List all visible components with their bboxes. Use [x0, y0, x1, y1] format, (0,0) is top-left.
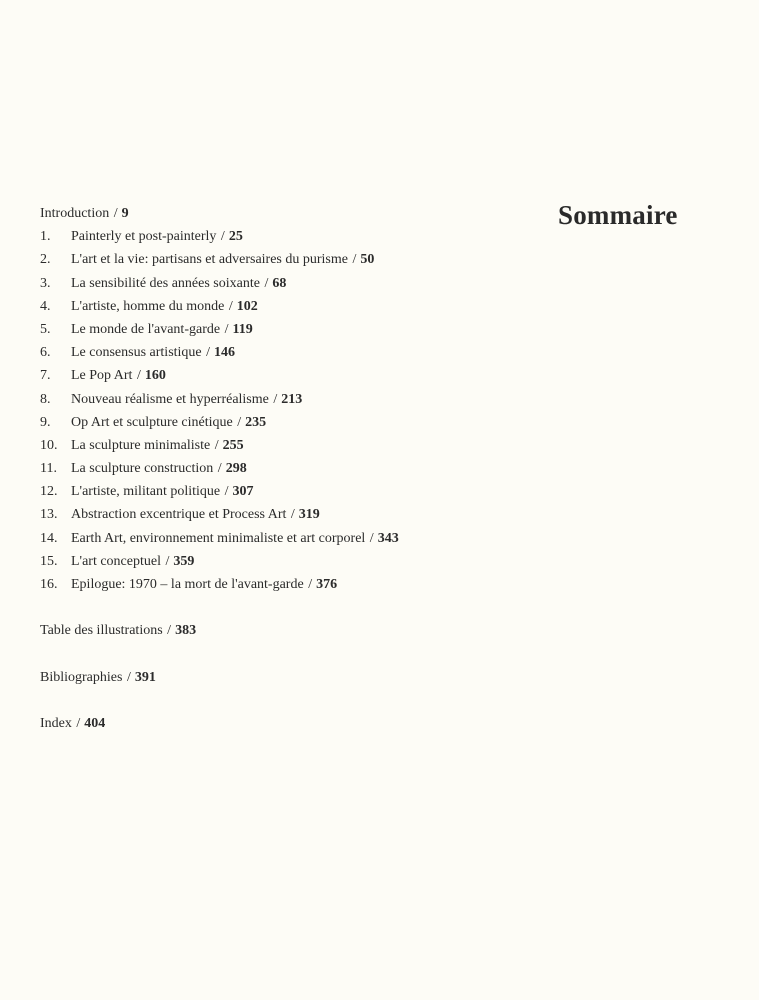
toc-entry-separator: / — [167, 623, 172, 639]
toc-entry-label: La sensibilité des années soixante — [71, 275, 260, 291]
toc-entry-chapter[interactable] — [40, 527, 730, 550]
toc-entry-chapter[interactable] — [40, 411, 730, 434]
toc-entry-separator: / — [290, 507, 295, 523]
toc-entry-page: 343 — [377, 530, 399, 546]
toc-entry-back-matter[interactable] — [40, 619, 730, 642]
toc-entry-label: La sculpture minimaliste — [71, 437, 211, 453]
toc-entry-separator: / — [217, 461, 222, 477]
toc-entry-page: 255 — [222, 437, 244, 453]
toc-entry-chapter[interactable] — [40, 573, 730, 596]
toc-entry-chapter[interactable] — [40, 341, 730, 364]
toc-entry-label: Abstraction excentrique et Process Art — [71, 507, 287, 523]
toc-entry-separator: / — [126, 669, 131, 685]
toc-entry-separator: / — [206, 345, 211, 361]
toc-entry-separator: / — [237, 414, 242, 430]
toc-entry-page: 404 — [84, 716, 106, 732]
toc-entry-number: 5. — [40, 321, 51, 337]
toc-entry-label: L'art et la vie: partisans et adversaires du purisme — [71, 252, 348, 268]
toc-entry-chapter[interactable] — [40, 550, 730, 573]
toc-entry-label: L'art conceptuel — [71, 553, 161, 569]
toc-entry-page: 102 — [236, 298, 258, 314]
toc-entry-page: 160 — [144, 368, 166, 384]
toc-entry-chapter[interactable] — [40, 295, 730, 318]
toc-entry-back-matter[interactable] — [40, 712, 730, 735]
toc-entry-page: 213 — [281, 391, 303, 407]
toc-entry-label: Bibliographies — [40, 669, 123, 685]
toc-entry-label: Introduction — [40, 206, 110, 221]
toc-entry-number: 4. — [40, 298, 51, 314]
toc-entry-label: Index — [40, 716, 72, 732]
toc-entry-number: 2. — [40, 252, 51, 268]
toc-entry-page: 383 — [175, 623, 197, 639]
toc-entry-chapter[interactable] — [40, 503, 730, 526]
toc-entry-page: 359 — [173, 553, 195, 569]
toc-entry-introduction[interactable] — [40, 202, 730, 225]
toc-entry-page: 50 — [360, 252, 375, 268]
toc-entry-chapter[interactable] — [40, 457, 730, 480]
toc-entry-number: 3. — [40, 275, 51, 291]
toc-entry-number: 10. — [40, 437, 58, 453]
toc-entry-label: Le consensus artistique — [71, 345, 202, 361]
toc-entry-number: 8. — [40, 391, 51, 407]
toc-entry-label: Table des illustrations — [40, 623, 163, 639]
toc-entry-separator: / — [113, 206, 118, 221]
toc-entry-label: Le monde de l'avant-garde — [71, 321, 221, 337]
toc-entry-number: 14. — [40, 530, 58, 546]
toc-entry-label: Op Art et sculpture cinétique — [71, 414, 233, 430]
toc-entry-separator: / — [352, 252, 357, 268]
toc-entry-label: Le Pop Art — [71, 368, 133, 384]
toc-entry-chapter[interactable] — [40, 225, 730, 248]
toc-entry-separator: / — [136, 368, 141, 384]
toc-entry-separator: / — [308, 577, 313, 592]
toc-entry-label: L'artiste, homme du monde — [71, 298, 225, 314]
page-title: Sommaire — [558, 200, 678, 230]
toc-entry-separator: / — [228, 298, 233, 314]
toc-entry-separator: / — [264, 275, 269, 291]
toc-entry-chapter[interactable] — [40, 388, 730, 411]
toc-entry-chapter[interactable] — [40, 272, 730, 295]
toc-entry-page: 9 — [121, 206, 129, 221]
table-of-contents — [40, 202, 730, 735]
toc-entry-separator: / — [224, 484, 229, 500]
toc-entry-page: 298 — [225, 461, 247, 477]
toc-entry-chapter[interactable] — [40, 364, 730, 387]
toc-entry-number: 1. — [40, 229, 51, 245]
toc-entry-page: 146 — [214, 345, 236, 361]
toc-entry-page: 119 — [232, 321, 253, 337]
toc-entry-page: 391 — [134, 669, 156, 685]
toc-entry-separator: / — [214, 437, 219, 453]
toc-entry-label: Painterly et post-painterly — [71, 229, 217, 245]
toc-entry-separator: / — [76, 716, 81, 732]
toc-entry-number: 7. — [40, 368, 51, 384]
toc-entry-page: 235 — [245, 414, 267, 430]
toc-entry-number: 12. — [40, 484, 58, 500]
toc-entry-number: 6. — [40, 345, 51, 361]
toc-entry-label: La sculpture construction — [71, 461, 214, 477]
toc-entry-separator: / — [369, 530, 374, 546]
toc-entry-back-matter[interactable] — [40, 666, 730, 689]
toc-entry-page: 68 — [272, 275, 287, 291]
toc-entry-separator: / — [273, 391, 278, 407]
toc-entry-number: 11. — [40, 461, 57, 477]
toc-entry-number: 13. — [40, 507, 58, 523]
toc-entry-number: 15. — [40, 553, 58, 569]
toc-entry-label: Earth Art, environnement minimaliste et art corporel — [71, 530, 366, 546]
toc-entry-chapter[interactable] — [40, 434, 730, 457]
toc-entry-page: 307 — [232, 484, 254, 500]
toc-entry-number: 16. — [40, 577, 58, 592]
toc-entry-label: Epilogue: 1970 – la mort de l'avant-garde — [71, 577, 304, 592]
toc-entry-number: 9. — [40, 414, 51, 430]
toc-entry-chapter[interactable] — [40, 480, 730, 503]
back-matter-list — [40, 619, 730, 735]
toc-entry-separator: / — [220, 229, 225, 245]
toc-entry-chapter[interactable] — [40, 248, 730, 271]
chapter-list — [40, 225, 730, 596]
toc-entry-page: 319 — [298, 507, 320, 523]
toc-entry-chapter[interactable] — [40, 318, 730, 341]
toc-entry-separator: / — [224, 321, 229, 337]
toc-entry-label: Nouveau réalisme et hyperréalisme — [71, 391, 269, 407]
toc-entry-label: L'artiste, militant politique — [71, 484, 221, 500]
toc-entry-separator: / — [165, 553, 170, 569]
toc-entry-page: 376 — [316, 577, 338, 592]
toc-entry-page: 25 — [228, 229, 243, 245]
